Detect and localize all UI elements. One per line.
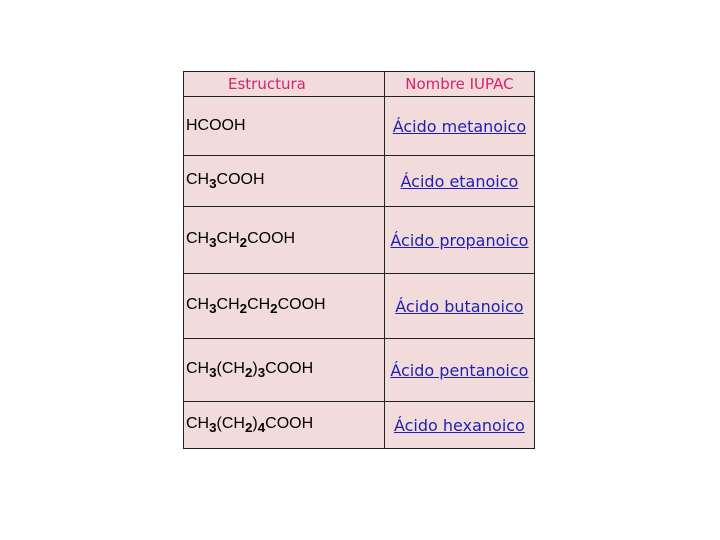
formula-subscript: 3 [209, 420, 217, 436]
structure-formula [186, 170, 265, 192]
formula-segment: CH [186, 170, 210, 188]
formula-subscript: 3 [209, 301, 217, 317]
formula-subscript: 3 [209, 176, 217, 192]
formula-subscript: 2 [239, 301, 248, 317]
structure-cell [184, 97, 385, 156]
structure-formula [186, 229, 296, 251]
formula-segment: CH [186, 295, 210, 313]
formula-segment: CH [186, 414, 210, 432]
formula-subscript: 3 [257, 365, 266, 381]
iupac-name-link[interactable]: Ácido butanoico [395, 296, 524, 316]
iupac-name-cell [384, 402, 534, 449]
iupac-name-cell [384, 274, 534, 339]
structure-formula [186, 117, 246, 134]
iupac-name-link[interactable]: Ácido metanoico [392, 116, 527, 136]
iupac-name-cell [384, 339, 534, 402]
structure-cell [184, 339, 385, 402]
table-row [184, 402, 535, 449]
formula-segment: CH [186, 229, 210, 247]
iupac-name-cell [384, 207, 534, 274]
formula-segment: CH [216, 229, 240, 247]
structure-cell [184, 156, 385, 207]
formula-subscript: 3 [209, 235, 217, 251]
iupac-name-link[interactable]: Ácido pentanoico [390, 360, 529, 380]
formula-segment: CH [186, 359, 210, 377]
header-structure: Estructura [184, 72, 385, 97]
structure-formula [186, 295, 326, 317]
iupac-name-cell [384, 156, 534, 207]
iupac-name-link[interactable]: Ácido etanoico [400, 171, 519, 191]
formula-subscript: 2 [239, 235, 248, 251]
table-row [184, 156, 535, 207]
formula-subscript: 2 [270, 301, 278, 317]
structure-formula [186, 414, 314, 436]
formula-segment: (CH [216, 359, 245, 377]
iupac-name-link[interactable]: Ácido hexanoico [393, 415, 525, 435]
table-row [184, 207, 535, 274]
formula-segment: HCOOH [186, 117, 246, 134]
formula-segment: COOH [265, 414, 314, 432]
formula-segment: COOH [265, 359, 314, 377]
iupac-name-link[interactable]: Ácido propanoico [390, 230, 529, 250]
table-row [184, 339, 535, 402]
formula-subscript: 4 [257, 420, 266, 436]
formula-segment: ) [252, 414, 258, 432]
table-row [184, 274, 535, 339]
structure-cell [184, 274, 385, 339]
formula-subscript: 2 [244, 420, 253, 436]
structure-cell [184, 402, 385, 449]
structure-cell [184, 207, 385, 274]
formula-segment: COOH [247, 229, 296, 247]
table-header-row [184, 72, 535, 97]
formula-segment: (CH [216, 414, 245, 432]
formula-segment: CH [216, 295, 240, 313]
formula-subscript: 2 [244, 365, 253, 381]
carboxylic-acids-table [183, 71, 535, 449]
header-iupac-name: Nombre IUPAC [384, 72, 534, 97]
formula-segment: CH [247, 295, 271, 313]
formula-segment: ) [252, 359, 258, 377]
structure-formula [186, 359, 314, 381]
table-row [184, 97, 535, 156]
formula-segment: COOH [277, 295, 326, 313]
formula-segment: COOH [216, 170, 265, 188]
iupac-name-cell [384, 97, 534, 156]
formula-subscript: 3 [209, 365, 217, 381]
